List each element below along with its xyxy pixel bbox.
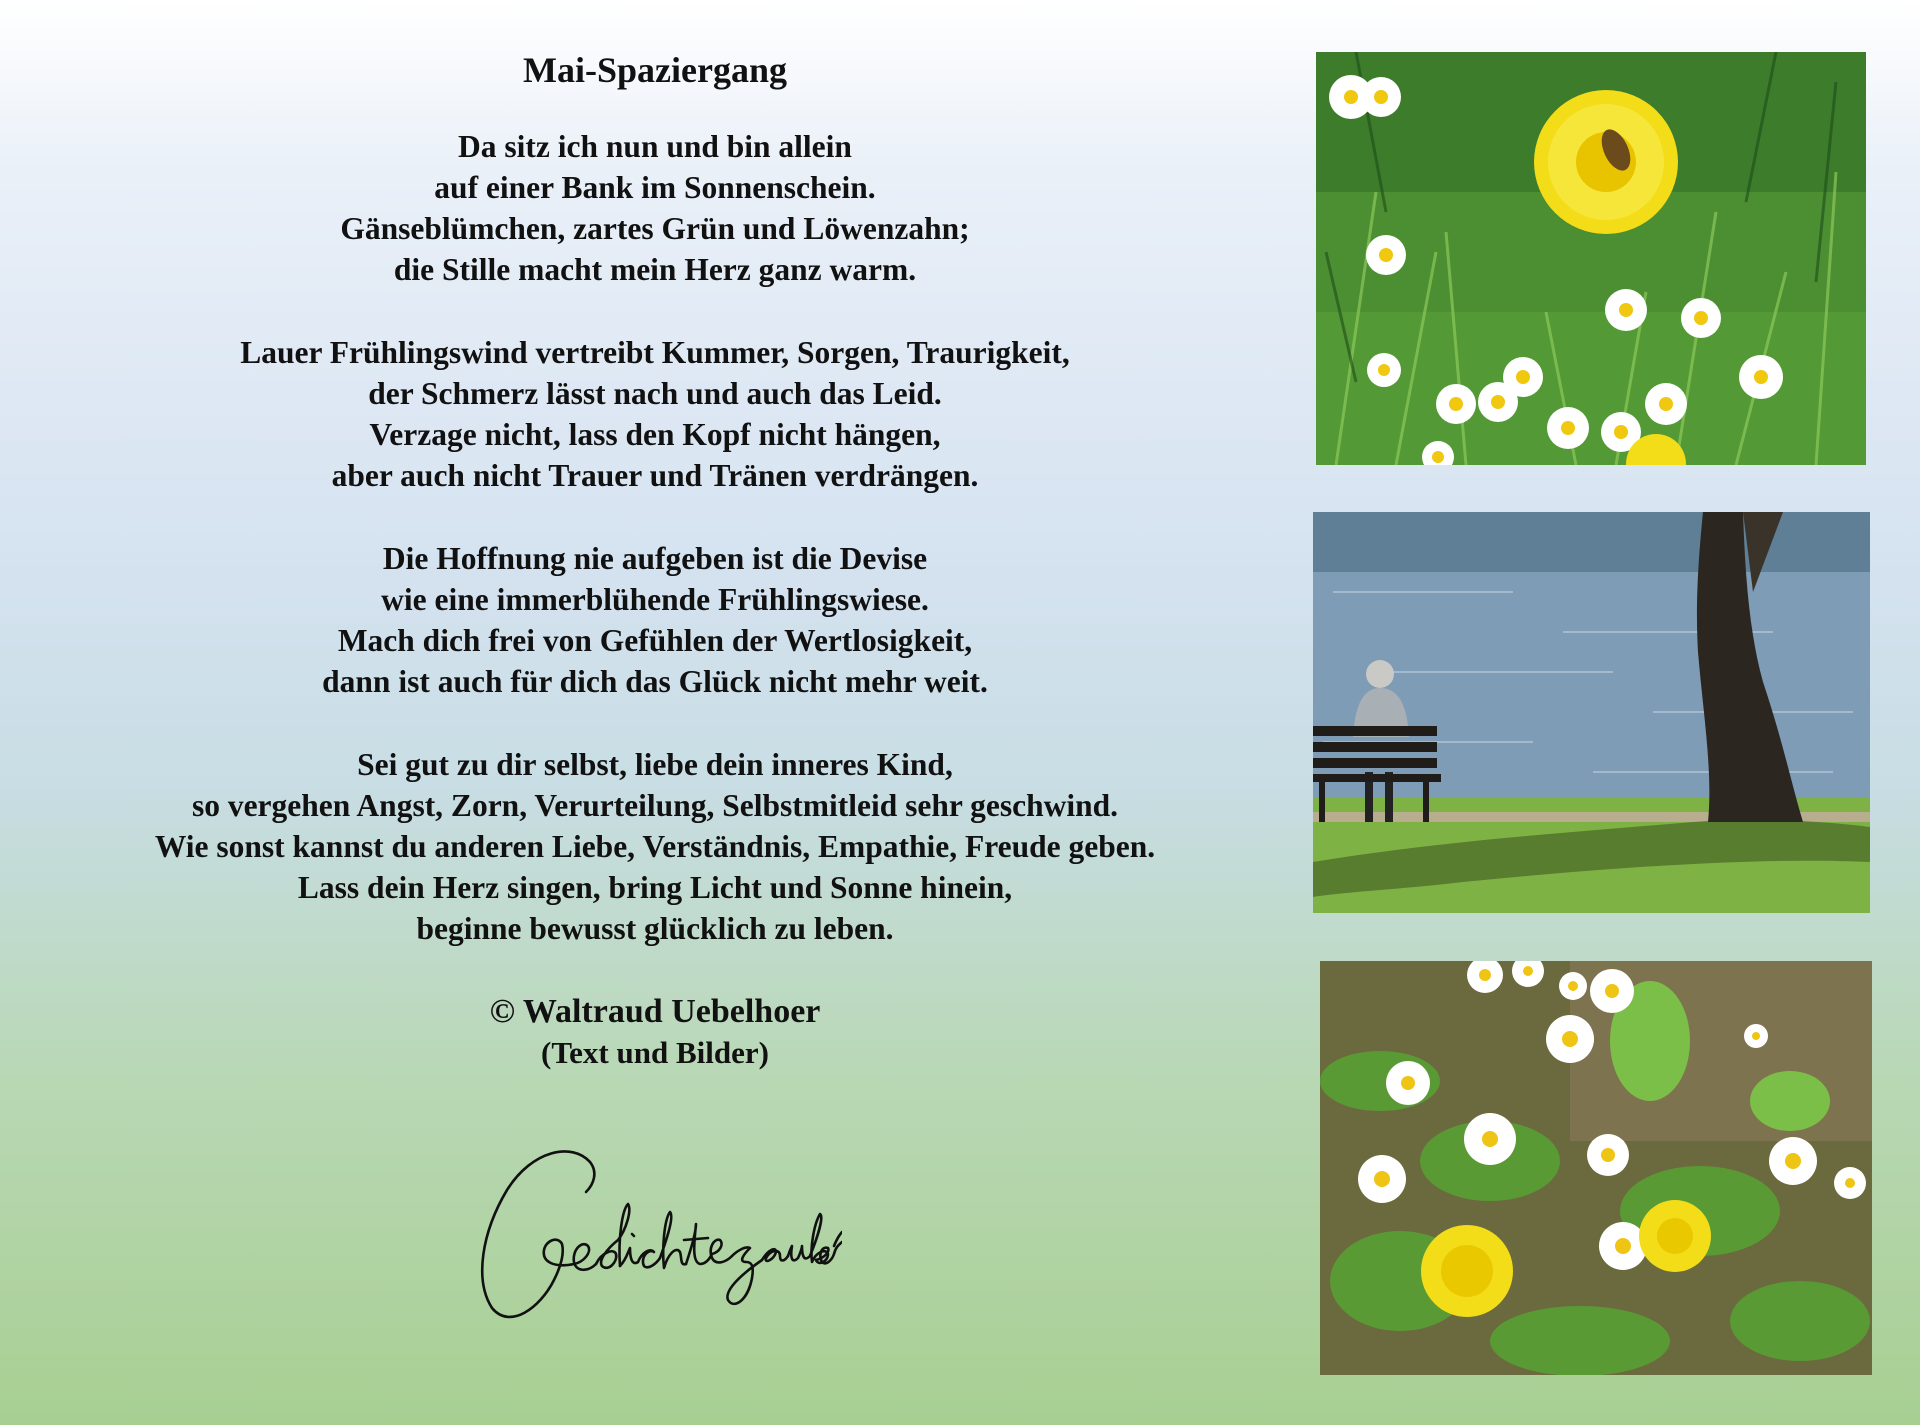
- poem-line: Die Hoffnung nie aufgeben ist die Devise: [382, 541, 928, 576]
- daisies-ground-image: [1320, 961, 1872, 1375]
- photo-river-bench: [1313, 512, 1870, 913]
- poem-line: Verzage nicht, lass den Kopf nicht hängen,: [369, 417, 941, 452]
- poem-line: Da sitz ich nun und bin allein: [458, 129, 852, 164]
- stanza-4: [40, 744, 1270, 949]
- poem-line: Lauer Frühlingswind vertreibt Kummer, Sorgen, Traurigkeit,: [240, 335, 1070, 370]
- poem-line: dann ist auch für dich das Glück nicht mehr weit.: [322, 664, 988, 699]
- poem-line: Sei gut zu dir selbst, liebe dein inneres Kind,: [357, 747, 953, 782]
- photo-daisies-ground: [1320, 961, 1872, 1375]
- poem: [40, 48, 1270, 1073]
- poem-line: auf einer Bank im Sonnenschein.: [434, 170, 876, 205]
- poem-line: beginne bewusst glücklich zu leben.: [416, 911, 894, 946]
- poem-title: Mai-Spaziergang: [523, 50, 787, 90]
- poem-line: so vergehen Angst, Zorn, Verurteilung, Selbstmitleid sehr geschwind.: [191, 788, 1119, 823]
- credit-note: (Text und Bilder): [541, 1035, 769, 1070]
- river-bench-image: [1313, 512, 1870, 913]
- poem-line: aber auch nicht Trauer und Tränen verdrängen.: [331, 458, 979, 493]
- poem-line: Wie sonst kannst du anderen Liebe, Verständnis, Empathie, Freude geben.: [154, 829, 1156, 864]
- poem-line: Gänseblümchen, zartes Grün und Löwenzahn;: [340, 211, 970, 246]
- poem-line: wie eine immerblühende Frühlingswiese.: [381, 582, 929, 617]
- photo-dandelion: [1316, 52, 1866, 465]
- signature-logo: [462, 1140, 842, 1320]
- poem-line: Lass dein Herz singen, bring Licht und Sonne hinein,: [297, 870, 1013, 905]
- stanza-2: [40, 332, 1270, 496]
- dandelion-image: [1316, 52, 1866, 465]
- copyright-notice: © Waltraud Uebelhoer: [489, 993, 821, 1030]
- stanza-1: [40, 126, 1270, 290]
- poem-line: die Stille macht mein Herz ganz warm.: [393, 252, 917, 287]
- poem-line: der Schmerz lässt nach und auch das Leid.: [368, 376, 942, 411]
- stanza-3: [40, 538, 1270, 702]
- poem-line: Mach dich frei von Gefühlen der Wertlosigkeit,: [337, 623, 973, 658]
